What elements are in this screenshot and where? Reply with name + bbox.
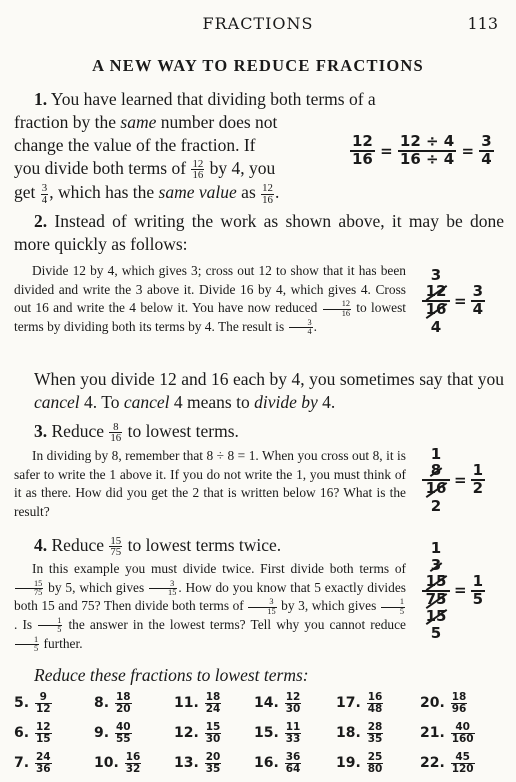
equation-12-16-equals-3-4: $\frac{12}{16}$ = $\frac{12 \div 4}{16 \div 4}$ = $\frac{3}{4}$ (352, 132, 492, 168)
page-header (0, 14, 516, 38)
exercise-fraction: $\frac{40}{55}$ (115, 721, 131, 745)
exercise-number: 15. (254, 725, 284, 741)
exercise-number: 18. (336, 725, 366, 741)
small-text-cancel-example: Divide 12 by 4, which gives 3; cross out 12 to show that it has been divided and write the 3 above it. Divide 16 by 4, which gives 4. Cross out 16 and write the 4 below it. You have now reduced $\frac{12}{16}$ to lowest terms by dividing both its terms by 4. The result is $\frac{3}{4}$ . (14, 263, 406, 337)
exercise-fraction: $\frac{9}{12}$ (35, 691, 51, 715)
fraction-3-15: $\frac{3}{15}$ (149, 580, 177, 598)
exercise-number: 17. (336, 695, 366, 711)
exercise-item (254, 752, 302, 774)
section-heading: A NEW WAY TO REDUCE FRACTIONS (92, 56, 424, 75)
paragraph-cancel-meaning: When you divide 12 and 16 each by 4, you sometimes say that you cancel 4. To cancel 4 means to divide by 4. (34, 369, 504, 412)
small-text-15-75: In this example you must divide twice. First divide both terms of $\frac{15}{75}$ by 5, which gives $\frac{3}{15}$ . How do you know that 5 exactly divides both 15 and 75? Then divide both terms of $\frac{3}{15}$ by 3, which gives $\frac{1}{5}$ . Is $\frac{1}{5}$ the answer in the lowest terms? Tell why you cannot reduce $\frac{1}{5}$ further. (14, 561, 406, 654)
exercise-fraction: $\frac{18}{20}$ (115, 691, 131, 715)
fraction-15-75: $\frac{15}{75}$ (15, 580, 43, 598)
exercise-item (254, 692, 302, 714)
paragraph-3: 3. Reduce $\frac{8}{16}$ to lowest terms. (34, 420, 239, 445)
exercise-item (94, 722, 133, 744)
exercise-fraction: $\frac{12}{30}$ (285, 691, 301, 715)
paragraph-2: 2. Instead of writing the work as shown above, it may be done more quickly as follows: (14, 211, 504, 254)
exercise-item (174, 752, 222, 774)
exercise-item (336, 692, 384, 714)
exercise-number: 20. (420, 695, 450, 711)
exercise-item (94, 752, 142, 774)
exercise-fraction: $\frac{20}{35}$ (205, 751, 221, 775)
page-number: 113 (467, 14, 498, 33)
exercise-item (14, 722, 53, 744)
small-text-8-16: In dividing by 8, remember that 8 ÷ 8 = 1. When you cross out 8, it is safer to write the 1 above it. If you do not write the 1, you must think of it as there. How did you get the 2 that is written below 16? What is the result? (14, 448, 406, 519)
exercise-item (14, 752, 53, 774)
exercise-number: 7. (14, 755, 34, 771)
exercise-number: 22. (420, 755, 450, 771)
exercise-item (336, 752, 384, 774)
exercise-number: 5. (14, 695, 34, 711)
exercise-fraction: $\frac{18}{24}$ (205, 691, 221, 715)
paragraph-4: 4. Reduce $\frac{15}{75}$ to lowest terms twice. (34, 534, 282, 559)
fraction-3-4: $\frac{3}{4}$ (41, 181, 48, 206)
exercise-fraction: $\frac{24}{36}$ (35, 751, 51, 775)
exercise-number: 11. (174, 695, 204, 711)
exercise-fraction: $\frac{28}{35}$ (367, 721, 383, 745)
exercise-fraction: $\frac{40}{160}$ (451, 721, 474, 745)
exercise-fraction: $\frac{36}{64}$ (285, 751, 301, 775)
fraction-1-5: $\frac{1}{5}$ (38, 617, 62, 635)
exercise-number: 6. (14, 725, 34, 741)
exercise-number: 16. (254, 755, 284, 771)
fraction-12-16: $\frac{12}{16}$ (323, 300, 351, 318)
cancel-diagram-12-16: 3 $\frac{12}{16}$ = $\frac{3}{4}$ 4 (422, 266, 492, 336)
exercise-fraction: $\frac{11}{33}$ (285, 721, 301, 745)
fraction-3-4: $\frac{3}{4}$ (289, 319, 313, 337)
exercise-number: 13. (174, 755, 204, 771)
fraction-1-5: $\frac{1}{5}$ (381, 598, 405, 616)
fraction-3-15: $\frac{3}{15}$ (248, 598, 276, 616)
fraction-8-16: $\frac{8}{16}$ (110, 420, 122, 445)
exercise-item (420, 692, 468, 714)
exercise-item (94, 692, 133, 714)
exercise-number: 8. (94, 695, 114, 711)
exercise-fraction: $\frac{18}{96}$ (451, 691, 467, 715)
running-title: FRACTIONS (202, 14, 314, 33)
exercise-fraction: $\frac{12}{15}$ (35, 721, 51, 745)
exercise-item (420, 722, 476, 744)
exercise-row (14, 692, 504, 722)
exercise-number: 9. (94, 725, 114, 741)
exercise-number: 21. (420, 725, 450, 741)
exercise-number: 14. (254, 695, 284, 711)
exercise-number: 12. (174, 725, 204, 741)
paragraph-number: 1. (34, 89, 48, 109)
cancel-diagram-15-75: 1 3 $\frac{15}{75}$ = $\frac{1}{5}$ 15 5 (422, 540, 492, 642)
exercise-item (174, 692, 222, 714)
exercise-row (14, 722, 504, 752)
exercise-item (14, 692, 53, 714)
exercise-fraction: $\frac{45}{120}$ (451, 751, 474, 775)
fraction-15-75: $\frac{15}{75}$ (110, 534, 122, 559)
exercise-number: 10. (94, 755, 124, 771)
fraction-12-16: $\frac{12}{16}$ (262, 181, 273, 206)
exercise-fraction: $\frac{16}{48}$ (367, 691, 383, 715)
exercise-fraction: $\frac{16}{32}$ (125, 751, 141, 775)
exercise-fraction: $\frac{25}{80}$ (367, 751, 383, 775)
exercise-instructions: Reduce these fractions to lowest terms: (34, 665, 309, 685)
exercise-item (336, 722, 384, 744)
cancel-diagram-8-16: 1 $\frac{8}{16}$ = $\frac{1}{2}$ 2 (422, 445, 492, 515)
paragraph-1-intro: 1. You have learned that dividing both terms of a fraction by the same number does not change the value of the fraction. If you divide both terms of $\frac{12}{16}$ by 4, you get $\frac{3}{4}$ , which has the same value as $\frac{12}{16}$ . (14, 89, 376, 206)
fraction-1-5: $\frac{1}{5}$ (15, 636, 39, 654)
exercise-number: 19. (336, 755, 366, 771)
exercise-grid (14, 692, 504, 782)
exercise-fraction: $\frac{15}{30}$ (205, 721, 221, 745)
exercise-item (254, 722, 302, 744)
exercise-item (174, 722, 222, 744)
fraction-12-16: $\frac{12}{16}$ (192, 157, 204, 182)
exercise-item (420, 752, 476, 774)
